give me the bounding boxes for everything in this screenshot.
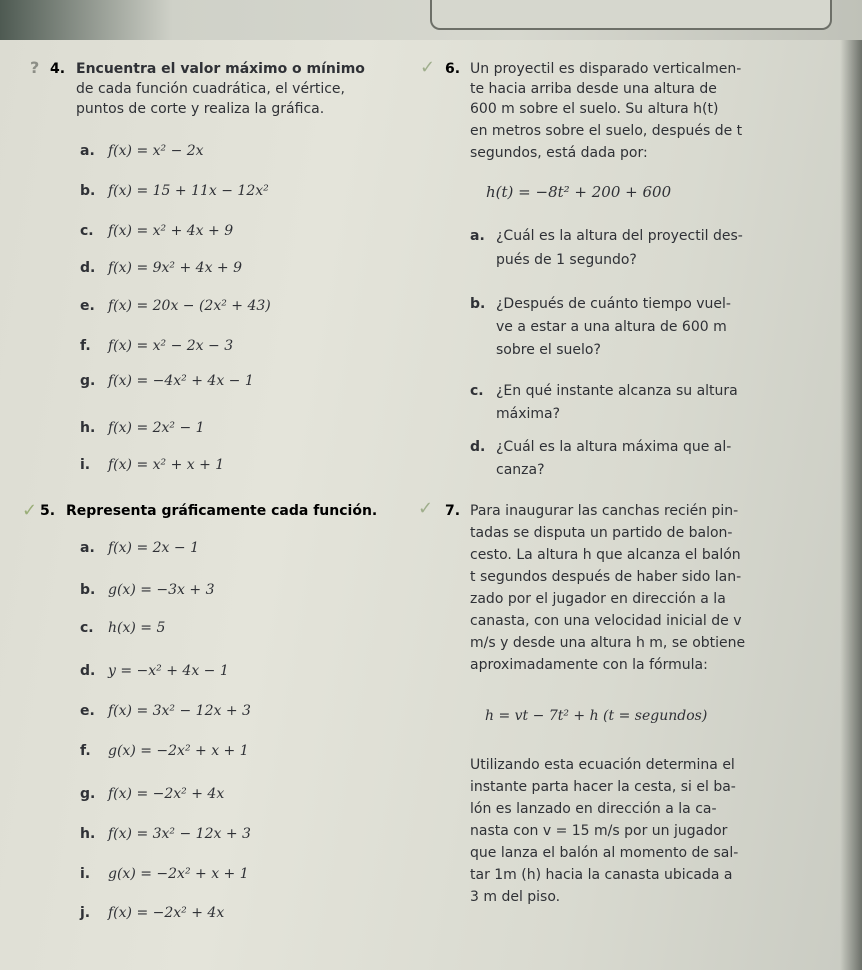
q7-line-8: aproximadamente con la fórmula:: [470, 657, 708, 673]
q6-part-b-line-3: sobre el suelo?: [496, 342, 601, 358]
item-expression: f(x) = x² + 4x + 9: [108, 223, 234, 239]
q4-item-c: [80, 223, 233, 239]
q4-item-g: [80, 373, 254, 389]
item-expression: y = −x² + 4x − 1: [108, 663, 229, 679]
item-expression: g(x) = −2x² + x + 1: [108, 866, 249, 882]
q7-formula: h = vt − 7t² + h (t = segundos): [485, 708, 708, 724]
q6-part-b-line-1: ¿Después de cuánto tiempo vuel-: [496, 296, 731, 312]
item-letter: i.: [80, 457, 91, 473]
q5-item-c: [80, 620, 165, 636]
q7-line-4: t segundos después de haber sido lan-: [470, 569, 742, 585]
q6-part-c-line-1: ¿En qué instante alcanza su altura: [496, 383, 738, 399]
item-letter: i.: [80, 866, 91, 882]
item-expression: f(x) = 20x − (2x² + 43): [108, 298, 271, 314]
q7-line-2: tadas se disputa un partido de balon-: [470, 525, 733, 541]
q7-number: 7.: [445, 503, 461, 519]
q6-part-d-line-1: ¿Cuál es la altura máxima que al-: [496, 439, 732, 455]
q5-item-e: [80, 703, 251, 719]
q6-part-c-letter: c.: [470, 383, 484, 399]
q6-part-d-letter: d.: [470, 439, 486, 455]
q4-item-a: [80, 143, 204, 159]
q7-text-6: tar 1m (h) hacia la canasta ubicada a: [470, 867, 733, 883]
q6-part-a-letter: a.: [470, 228, 485, 244]
q5-item-b: [80, 582, 214, 598]
q6-part-b-letter: b.: [470, 296, 486, 312]
item-expression: f(x) = x² − 2x: [108, 143, 204, 159]
q6-number: 6.: [445, 61, 461, 77]
q4-item-h: [80, 420, 205, 436]
q7-text-1: Utilizando esta ecuación determina el: [470, 757, 735, 773]
q4-line-3: puntos de corte y realiza la gráfica.: [76, 101, 325, 117]
item-letter: g.: [80, 786, 96, 802]
q4-item-d: [80, 260, 242, 276]
q6-line-1: Un proyectil es disparado verticalmen-: [470, 61, 742, 77]
item-expression: f(x) = −2x² + 4x: [108, 905, 225, 921]
item-expression: f(x) = x² − 2x − 3: [108, 338, 234, 354]
item-expression: g(x) = −2x² + x + 1: [108, 743, 249, 759]
item-expression: f(x) = 2x − 1: [108, 540, 199, 556]
item-expression: f(x) = 15 + 11x − 12x²: [108, 183, 269, 199]
q5-item-j: [80, 905, 224, 921]
item-letter: d.: [80, 260, 96, 276]
item-expression: f(x) = 2x² − 1: [108, 420, 205, 436]
item-letter: g.: [80, 373, 96, 389]
q6-part-b-line-2: ve a estar a una altura de 600 m: [496, 319, 727, 335]
q4-item-b: [80, 183, 269, 199]
question-mark: ?: [30, 58, 40, 77]
q7-text-5: que lanza el balón al momento de sal-: [470, 845, 739, 861]
q4-item-f: [80, 338, 233, 354]
q5-item-i: [80, 866, 249, 882]
item-letter: a.: [80, 540, 95, 556]
q6-line-4: en metros sobre el suelo, después de t: [470, 123, 743, 139]
q7-text-2: instante parta hacer la cesta, si el ba-: [470, 779, 736, 795]
header-box: [430, 0, 832, 30]
q7-text-7: 3 m del piso.: [470, 889, 561, 905]
item-letter: e.: [80, 703, 95, 719]
q5-number: 5.: [40, 503, 56, 519]
q7-text-3: lón es lanzado en dirección a la ca-: [470, 801, 717, 817]
q7-text-4: nasta con v = 15 m/s por un jugador: [470, 823, 728, 839]
q6-line-5: segundos, está dada por:: [470, 145, 648, 161]
q7-line-1: Para inaugurar las canchas recién pin-: [470, 503, 739, 519]
item-letter: h.: [80, 826, 96, 842]
q6-line-3: 600 m sobre el suelo. Su altura h(t): [470, 101, 719, 117]
item-expression: f(x) = −2x² + 4x: [108, 786, 225, 802]
item-letter: b.: [80, 582, 96, 598]
q4-number: 4.: [50, 61, 66, 77]
check-mark-icon: ✓: [418, 498, 434, 519]
item-letter: c.: [80, 223, 94, 239]
q6-part-c-line-2: máxima?: [496, 406, 561, 422]
q6-line-2: te hacia arriba desde una altura de: [470, 81, 717, 97]
q6-part-a-line-1: ¿Cuál es la altura del proyectil des-: [496, 228, 743, 244]
q7-line-5: zado por el jugador en dirección a la: [470, 591, 726, 607]
item-expression: f(x) = x² + x + 1: [108, 457, 225, 473]
item-letter: h.: [80, 420, 96, 436]
q5-item-g: [80, 786, 224, 802]
item-letter: a.: [80, 143, 95, 159]
q7-line-6: canasta, con una velocidad inicial de v: [470, 613, 742, 629]
item-letter: b.: [80, 183, 96, 199]
item-expression: f(x) = 9x² + 4x + 9: [108, 260, 243, 276]
q7-line-7: m/s y desde una altura h m, se obtiene: [470, 635, 746, 651]
q4-item-i: [80, 457, 224, 473]
check-mark-icon: ✓: [420, 57, 436, 78]
item-letter: f.: [80, 338, 91, 354]
item-letter: f.: [80, 743, 91, 759]
q6-part-d-line-2: canza?: [496, 462, 545, 478]
item-expression: g(x) = −3x + 3: [108, 582, 215, 598]
item-expression: f(x) = −4x² + 4x − 1: [108, 373, 254, 389]
item-expression: f(x) = 3x² − 12x + 3: [108, 826, 251, 842]
check-mark-icon: ✓: [22, 500, 38, 521]
item-expression: h(x) = 5: [108, 620, 166, 636]
page-shadow: [840, 40, 862, 970]
q4-line-2: de cada función cuadrática, el vértice,: [76, 81, 345, 97]
q7-line-3: cesto. La altura h que alcanza el balón: [470, 547, 741, 563]
q5-item-d: [80, 663, 229, 679]
item-letter: e.: [80, 298, 95, 314]
q5-item-f: [80, 743, 249, 759]
q6-part-a-line-2: pués de 1 segundo?: [496, 252, 637, 268]
q4-item-e: [80, 298, 271, 314]
q5-item-a: [80, 540, 199, 556]
q4-line-1: Encuentra el valor máximo o mínimo: [76, 61, 365, 77]
item-expression: f(x) = 3x² − 12x + 3: [108, 703, 251, 719]
item-letter: j.: [80, 905, 91, 921]
q5-line-1: Representa gráficamente cada función.: [66, 503, 378, 519]
item-letter: d.: [80, 663, 96, 679]
item-letter: c.: [80, 620, 94, 636]
q6-formula: h(t) = −8t² + 200 + 600: [486, 183, 672, 201]
q5-item-h: [80, 826, 251, 842]
